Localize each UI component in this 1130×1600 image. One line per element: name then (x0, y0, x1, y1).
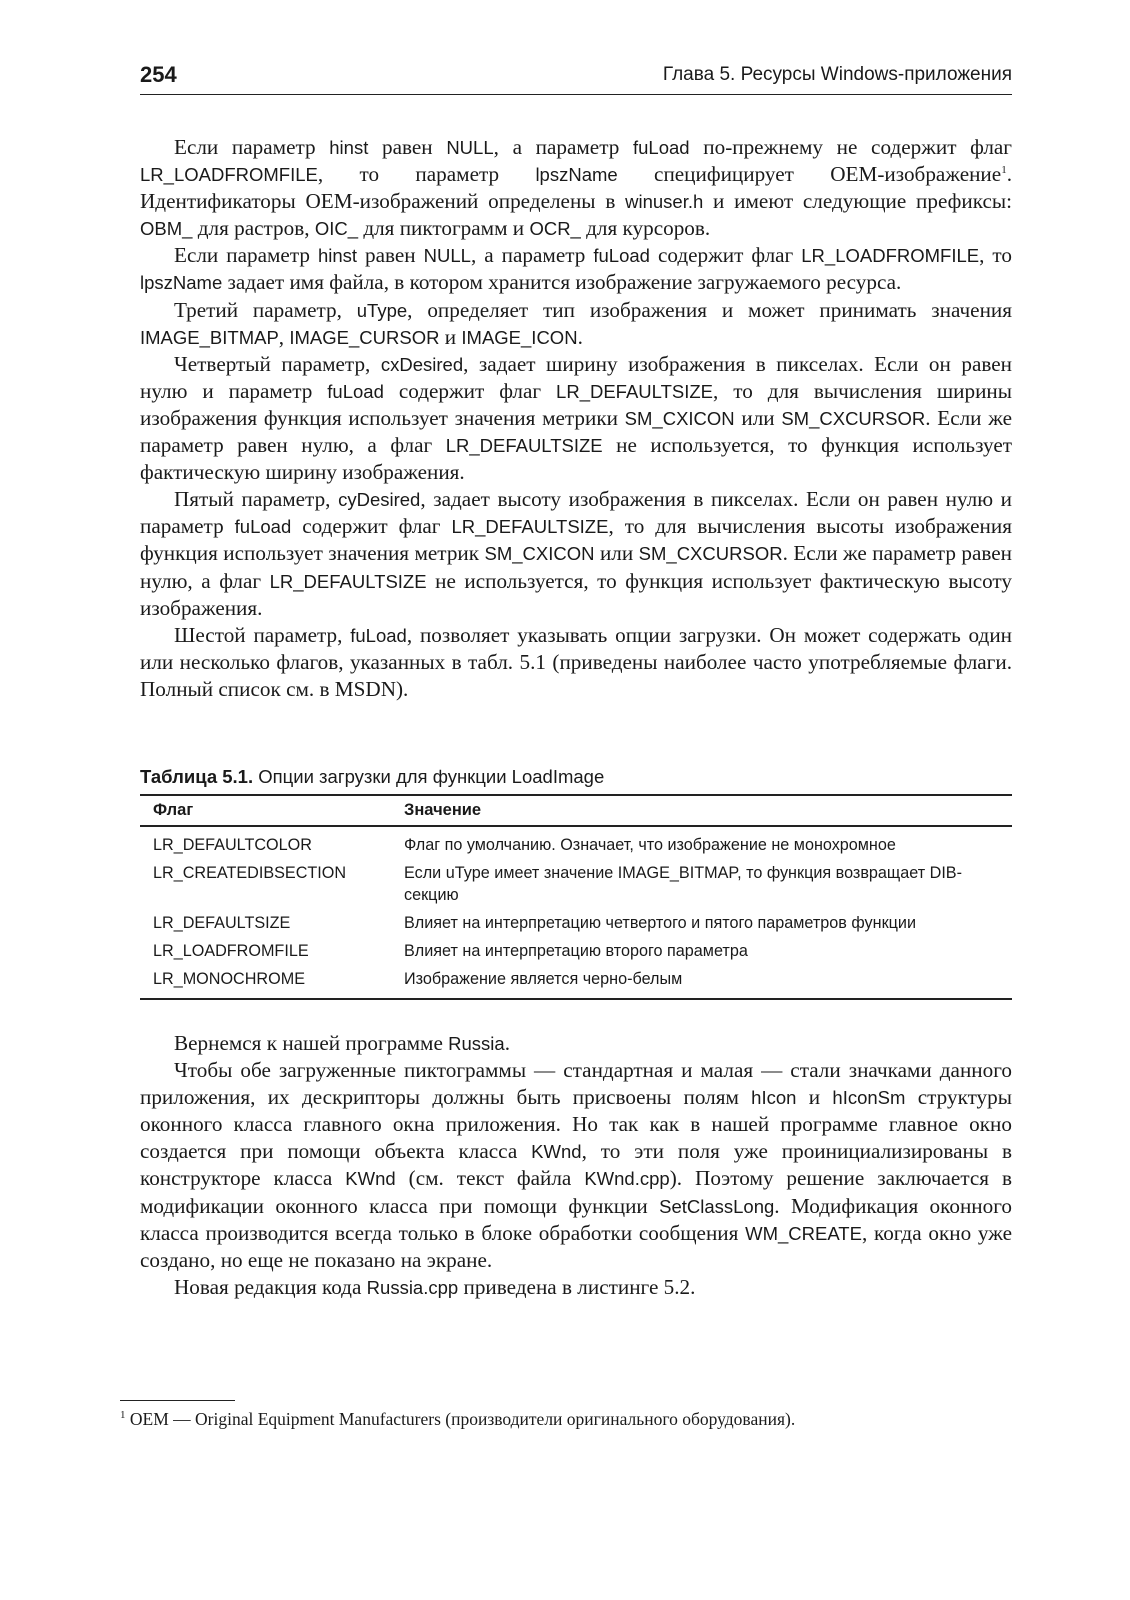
paragraph-russia: Вернемся к нашей программе Russia. (174, 1031, 511, 1055)
table-row (140, 937, 1012, 965)
paragraph-cydesired: Пятый параметр, cyDesired, задает высоту изображения в пикселах. Если он равен нулю и параметр fuLoad содержит флаг LR_DEFAULTSIZE, то для вычисления высоты изображения функция использует значения метрик SM_CXICON или SM_CXCURSOR. Если же параметр равен нулю, а флаг LR_DEFAULTSIZE не используется, то функция использует фактическую высоту изображения. (140, 487, 1012, 620)
footnote-mark: 1 (120, 1409, 126, 1421)
body-text-lower (140, 1030, 1012, 1301)
footnote: $^1$ OEM — Original Equipment Manufacturers (производители оригинального оборудования). (120, 1409, 796, 1429)
table-load-options (140, 765, 1012, 1000)
table-row (140, 826, 1012, 859)
table-row (140, 965, 1012, 999)
paragraph-icons: Чтобы обе загруженные пиктограммы — стандартная и малая — стали значками данного приложения, их дескрипторы должны быть присвоены полям hIcon и hIconSm структуры оконного класса главного окна приложения. Но так как в нашей программе главное окно создается при помощи объекта класса KWnd, то эти поля уже проинициализированы в конструкторе класса KWnd (см. текст файла KWnd.cpp). Поэтому решение заключается в модификации оконного класса при помощи функции SetClassLong. Модификация оконного класса производится всегда только в блоке обработки сообщения WM_CREATE, когда окно уже создано, но еще не показано на экране. (140, 1058, 1013, 1272)
paragraph-fuload: Шестой параметр, fuLoad, позволяет указывать опции загрузки. Он может содержать один или несколько флагов, указанных в табл. 5.1 (приведены наиболее часто употребляемые флаги. Полный список см. в MSDN). (140, 622, 1012, 701)
table-header-row (140, 795, 1012, 826)
page-header (140, 62, 1012, 95)
paragraph-loadfromfile: Если параметр hinst равен NULL, а параметр fuLoad содержит флаг LR_LOADFROMFILE, то lpszName задает имя файла, в котором хранится изображение загружаемого ресурса. (140, 243, 1012, 295)
table-row (140, 909, 1012, 937)
footnote-rule (120, 1400, 235, 1401)
body-text-upper (140, 134, 1012, 703)
cell-flag: LR_CREATEDIBSECTION (153, 864, 347, 882)
options-table (140, 794, 1012, 1000)
cell-flag: LR_MONOCHROME (140, 965, 391, 999)
cell-flag: LR_DEFAULTCOLOR (153, 836, 312, 854)
paragraph-utype: Третий параметр, uType, определяет тип изображения и может принимать значения IMAGE_BITMAP, IMAGE_CURSOR и IMAGE_ICON. (140, 297, 1012, 349)
cell-value: Изображение является черно-белым (391, 965, 1012, 999)
cell-value: Влияет на интерпретацию второго параметра (404, 942, 748, 960)
cell-value: Флаг по умолчанию. Означает, что изображение не монохромное (404, 836, 896, 854)
paragraph-listing-ref: Новая редакция кода Russia.cpp приведена в листинге 5.2. (174, 1274, 696, 1299)
cell-value: Влияет на интерпретацию четвертого и пятого параметров функции (404, 914, 917, 932)
column-header-value: Значение (391, 795, 1012, 826)
table-row (140, 859, 1012, 909)
table-caption: Таблица 5.1. Опции загрузки для функции LoadImage (140, 766, 605, 787)
paragraph-oem-images: Если параметр hinst равен NULL, а параметр fuLoad по-прежнему не содержит флаг LR_LOADFROMFILE, то параметр lpszName специфицирует OEM-изображение$^1$. Идентификаторы OEM-изображений определены в winuser.h и имеют следующие префиксы: OBM_ для растров, OIC_ для пиктограмм и OCR_ для курсоров. (140, 135, 1012, 241)
paragraph-cxdesired: Четвертый параметр, cxDesired, задает ширину изображения в пикселах. Если он равен нулю и параметр fuLoad содержит флаг LR_DEFAULTSIZE, то для вычисления ширины изображения функция использует значения метрики SM_CXICON или SM_CXCURSOR. Если же параметр равен нулю, а флаг LR_DEFAULTSIZE не используется, то функция использует фактическую ширину изображения. (140, 351, 1013, 485)
cell-flag: LR_LOADFROMFILE (153, 942, 309, 960)
column-header-flag: Флаг (140, 795, 391, 826)
running-head: Глава 5. Ресурсы Windows-приложения (662, 64, 1012, 85)
page-number: 254 (140, 62, 177, 87)
cell-value: Если uType имеет значение IMAGE_BITMAP, то функция возвращает DIB-секцию (404, 864, 962, 904)
footnote-ref: 1 (1001, 164, 1007, 177)
cell-flag: LR_DEFAULTSIZE (153, 914, 291, 932)
